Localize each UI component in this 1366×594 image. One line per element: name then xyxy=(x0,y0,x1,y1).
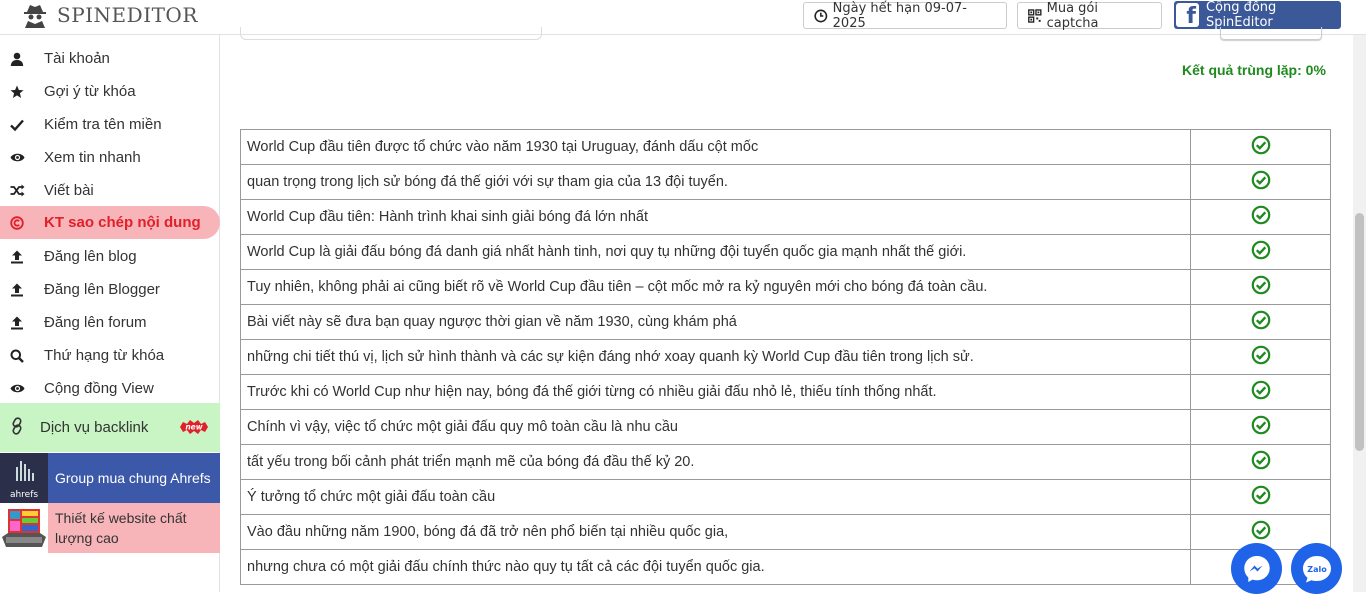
sidebar-item-label: Đăng lên blog xyxy=(44,248,137,265)
qrcode-icon xyxy=(1028,9,1042,23)
messenger-button[interactable] xyxy=(1231,543,1282,594)
check-icon xyxy=(8,116,26,134)
spy-logo-icon xyxy=(22,2,48,28)
user-icon xyxy=(8,50,26,68)
upload-icon xyxy=(8,281,26,299)
table-row xyxy=(241,235,1331,270)
status-cell xyxy=(1191,165,1331,200)
ahrefs-group-banner[interactable] xyxy=(0,453,220,503)
table-row xyxy=(241,305,1331,340)
sentence-cell: World Cup đầu tiên: Hành trình khai sinh giải bóng đá lớn nhất xyxy=(241,200,1191,235)
buy-captcha-label: Mua gói captcha xyxy=(1046,0,1099,31)
table-row xyxy=(241,375,1331,410)
sentence-cell: Trước khi có World Cup như hiện nay, bóng đá thế giới từng có nhiều giải đấu nhỏ lẻ, thiếu tính thống nhất. xyxy=(241,375,1191,410)
expiry-date-label: Ngày hết hạn 09-07-2025 xyxy=(832,0,967,31)
sidebar-item-label: Xem tin nhanh xyxy=(44,149,141,166)
sidebar-item-account[interactable] xyxy=(0,42,220,75)
check-circle-icon xyxy=(1251,380,1271,400)
duplicate-result: Kết quả trùng lặp: 0% xyxy=(1182,62,1326,78)
sentence-cell: quan trọng trong lịch sử bóng đá thế giới với sự tham gia của 13 đội tuyển. xyxy=(241,165,1191,200)
status-cell xyxy=(1191,130,1331,165)
check-circle-icon xyxy=(1251,240,1271,260)
table-row xyxy=(241,130,1331,165)
sentence-cell: nhưng chưa có một giải đấu chính thức nào quy tụ tất cả các đội tuyển quốc gia. xyxy=(241,550,1191,585)
new-badge-icon xyxy=(179,419,209,435)
top-bar xyxy=(0,0,1366,35)
clock-icon xyxy=(814,9,828,23)
table-row xyxy=(241,515,1331,550)
check-circle-icon xyxy=(1251,135,1271,155)
content-input[interactable] xyxy=(240,27,542,40)
expiry-date-button[interactable] xyxy=(803,2,1007,29)
check-button[interactable] xyxy=(1220,27,1322,40)
sidebar-item-write-article[interactable] xyxy=(0,174,220,207)
sentence-cell: Tuy nhiên, không phải ai cũng biết rõ về World Cup đầu tiên – cột mốc mở ra kỷ nguyên mới cho bóng đá toàn cầu. xyxy=(241,270,1191,305)
ahrefs-logo xyxy=(0,453,48,503)
sidebar-item-label: Đăng lên Blogger xyxy=(44,281,160,298)
sentence-cell: những chi tiết thú vị, lịch sử hình thành và các sự kiện đáng nhớ xoay quanh kỳ World Cup đầu tiên trong lịch sử. xyxy=(241,340,1191,375)
zalo-text: Zalo xyxy=(1306,564,1327,574)
table-row xyxy=(241,550,1331,585)
status-cell xyxy=(1191,375,1331,410)
shuffle-icon xyxy=(8,182,26,200)
table-row xyxy=(241,200,1331,235)
check-circle-icon xyxy=(1251,485,1271,505)
sidebar-item-domain-check[interactable] xyxy=(0,108,220,141)
status-cell xyxy=(1191,445,1331,480)
sidebar-item-post-forum[interactable] xyxy=(0,306,220,339)
search-icon xyxy=(8,347,26,365)
status-cell xyxy=(1191,340,1331,375)
copyright-icon xyxy=(8,214,26,232)
sentence-cell: World Cup đầu tiên được tổ chức vào năm 1930 tại Uruguay, đánh dấu cột mốc xyxy=(241,130,1191,165)
sidebar-item-keyword-rank[interactable] xyxy=(0,339,220,372)
table-row xyxy=(241,480,1331,515)
sentence-cell: Vào đầu những năm 1900, bóng đá đã trở nên phổ biến tại nhiều quốc gia, xyxy=(241,515,1191,550)
sentence-cell: Bài viết này sẽ đưa bạn quay ngược thời gian về năm 1930, cùng khám phá xyxy=(241,305,1191,340)
eye-icon xyxy=(8,149,26,167)
new-badge-text: new xyxy=(185,422,203,432)
scrollbar-thumb[interactable] xyxy=(1355,213,1364,451)
eye-icon xyxy=(8,380,26,398)
check-circle-icon xyxy=(1251,345,1271,365)
website-design-label: Thiết kế website chất lượng cao xyxy=(55,510,187,546)
sidebar-item-post-blog[interactable] xyxy=(0,240,220,273)
upload-icon xyxy=(8,248,26,266)
zalo-button[interactable] xyxy=(1291,543,1342,594)
laptop-image-icon xyxy=(0,503,48,553)
logo-text: SPINEDITOR xyxy=(57,3,198,27)
star-icon xyxy=(8,83,26,101)
check-circle-icon xyxy=(1251,415,1271,435)
sidebar-item-label: Kiểm tra tên miền xyxy=(44,116,162,133)
check-circle-icon xyxy=(1251,450,1271,470)
sidebar-item-label: Cộng đồng View xyxy=(44,380,154,397)
ahrefs-label: Group mua chung Ahrefs xyxy=(55,470,211,486)
sentence-cell: World Cup là giải đấu bóng đá danh giá nhất hành tinh, nơi quy tụ những đội tuyển quốc gia mạnh nhất thế giới. xyxy=(241,235,1191,270)
upload-icon xyxy=(8,314,26,332)
sidebar-item-label: Viết bài xyxy=(44,182,94,199)
backlink-service-banner[interactable] xyxy=(0,403,220,452)
table-row xyxy=(241,445,1331,480)
website-design-banner[interactable] xyxy=(0,503,220,553)
sidebar xyxy=(0,35,220,592)
status-cell xyxy=(1191,200,1331,235)
sidebar-item-quick-news[interactable] xyxy=(0,141,220,174)
main-content xyxy=(230,35,1351,592)
check-circle-icon xyxy=(1251,275,1271,295)
table-row xyxy=(241,410,1331,445)
buy-captcha-button[interactable] xyxy=(1017,2,1162,29)
table-row xyxy=(241,165,1331,200)
link-icon xyxy=(8,417,26,439)
sidebar-item-label: Gợi ý từ khóa xyxy=(44,83,136,100)
backlink-label: Dịch vụ backlink xyxy=(40,419,149,436)
sidebar-item-label: KT sao chép nội dung xyxy=(44,214,201,231)
status-cell xyxy=(1191,270,1331,305)
sidebar-item-label: Tài khoản xyxy=(44,50,110,67)
community-label: Cộng đồng SpinEditor xyxy=(1205,0,1277,30)
results-table xyxy=(240,129,1331,585)
ahrefs-logo-text: ahrefs xyxy=(9,490,39,500)
check-circle-icon xyxy=(1251,310,1271,330)
check-circle-icon xyxy=(1251,205,1271,225)
facebook-icon: f xyxy=(1176,3,1199,27)
messenger-icon xyxy=(1242,554,1272,584)
sidebar-item-plagiarism-check[interactable] xyxy=(0,206,220,239)
sidebar-item-keyword-suggest[interactable] xyxy=(0,75,220,108)
status-cell xyxy=(1191,410,1331,445)
sentence-cell: Ý tưởng tổ chức một giải đấu toàn cầu xyxy=(241,480,1191,515)
sidebar-item-label: Đăng lên forum xyxy=(44,314,147,331)
sidebar-item-label: Thứ hạng từ khóa xyxy=(44,347,165,364)
sentence-cell: Chính vì vậy, việc tổ chức một giải đấu quy mô toàn cầu là nhu cầu xyxy=(241,410,1191,445)
table-row xyxy=(241,340,1331,375)
sidebar-item-post-blogger[interactable] xyxy=(0,273,220,306)
sentence-cell: tất yếu trong bối cảnh phát triển mạnh mẽ của bóng đá đầu thế kỷ 20. xyxy=(241,445,1191,480)
status-cell xyxy=(1191,235,1331,270)
status-cell xyxy=(1191,480,1331,515)
status-cell xyxy=(1191,305,1331,340)
check-circle-icon xyxy=(1251,520,1271,540)
page-scrollbar[interactable] xyxy=(1353,35,1366,592)
spineditor-community-button[interactable] xyxy=(1174,1,1341,29)
zalo-icon xyxy=(1301,554,1333,584)
sidebar-item-community-view[interactable] xyxy=(0,372,220,405)
ahrefs-chart-icon xyxy=(0,453,48,503)
table-row xyxy=(241,270,1331,305)
check-circle-icon xyxy=(1251,170,1271,190)
logo[interactable] xyxy=(22,2,198,28)
